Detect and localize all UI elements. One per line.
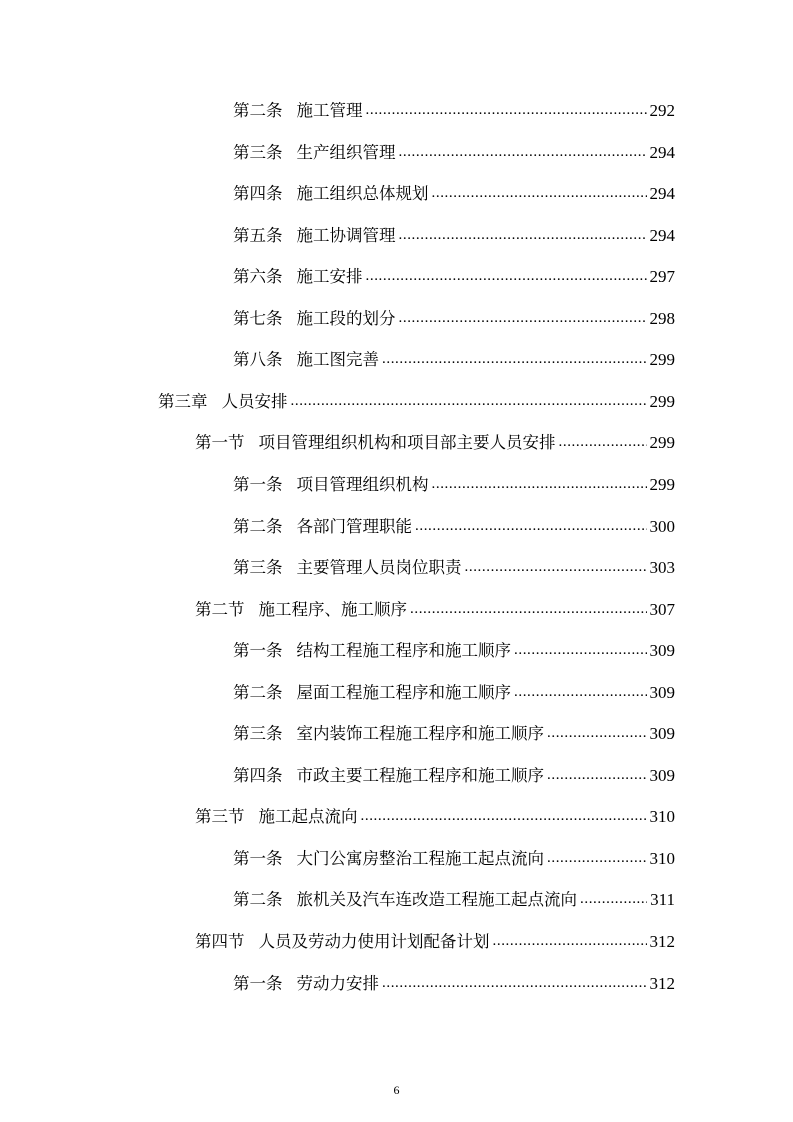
- toc-entry-label: 第五条: [233, 226, 283, 245]
- toc-entry-page: 300: [649, 517, 675, 536]
- toc-entry-title: 结构工程施工程序和施工顺序: [296, 641, 511, 660]
- page-number: 6: [393, 1083, 400, 1097]
- toc-entry-label: 第六条: [233, 267, 283, 286]
- toc-leader-dots: [291, 391, 647, 413]
- toc-entry-title: 室内装饰工程施工程序和施工顺序: [296, 724, 544, 743]
- toc-leader-dots: [366, 100, 647, 122]
- toc-leader-dots: [493, 931, 647, 953]
- toc-entry-page: 303: [649, 558, 675, 577]
- toc-leader-dots: [382, 973, 647, 995]
- toc-entry-page: 311: [650, 890, 675, 909]
- toc-entry-title: 屋面工程施工程序和施工顺序: [296, 683, 511, 702]
- toc-entry[interactable]: [233, 221, 675, 247]
- toc-entry-title: 项目管理组织机构和项目部主要人员安排: [258, 433, 556, 452]
- toc-entry[interactable]: [233, 304, 675, 330]
- toc-entry[interactable]: [233, 262, 675, 288]
- toc-entry-page: 292: [649, 101, 675, 120]
- toc-entry-page: 312: [649, 932, 675, 951]
- toc-entry-label: 第七条: [233, 309, 283, 328]
- toc-entry-title: 旅机关及汽车连改造工程施工起点流向: [296, 890, 577, 909]
- toc-entry-title: 大门公寓房整治工程施工起点流向: [296, 849, 544, 868]
- toc-entry-page: 310: [649, 849, 675, 868]
- toc-entry-title: 施工起点流向: [258, 807, 358, 826]
- toc-entry-label: 第一条: [233, 475, 283, 494]
- toc-entry-label: 第三章: [158, 392, 208, 411]
- toc-entry-label: 第二条: [233, 683, 283, 702]
- toc-entry-label: 第四条: [233, 184, 283, 203]
- toc-entry-page: 299: [649, 475, 675, 494]
- toc-entry-label: 第一条: [233, 974, 283, 993]
- toc-entry[interactable]: [233, 844, 675, 870]
- toc-entry[interactable]: [233, 885, 675, 911]
- toc-leader-dots: [432, 474, 647, 496]
- toc-leader-dots: [361, 806, 647, 828]
- toc-entry-page: 309: [649, 683, 675, 702]
- toc-entry-label: 第三节: [195, 807, 245, 826]
- toc-entry-label: 第二条: [233, 517, 283, 536]
- toc-entry-title: 施工图完善: [296, 350, 379, 369]
- toc-leader-dots: [415, 516, 647, 538]
- toc-entry-label: 第四节: [195, 932, 245, 951]
- toc-entry-page: 309: [649, 724, 675, 743]
- toc-leader-dots: [432, 183, 647, 205]
- toc-entry-label: 第一条: [233, 849, 283, 868]
- toc-entry[interactable]: [233, 179, 675, 205]
- toc-entry[interactable]: [233, 761, 675, 787]
- toc-leader-dots: [410, 599, 647, 621]
- toc-entry-page: 294: [649, 226, 675, 245]
- toc-entry-page: 309: [649, 766, 675, 785]
- toc-entry[interactable]: [195, 595, 675, 621]
- toc-leader-dots: [547, 765, 647, 787]
- toc-entry[interactable]: [233, 512, 675, 538]
- toc-leader-dots: [465, 557, 647, 579]
- toc-entry-label: 第一条: [233, 641, 283, 660]
- toc-entry-title: 施工协调管理: [296, 226, 396, 245]
- toc-entry-title: 施工安排: [296, 267, 363, 286]
- toc-entry-page: 299: [649, 433, 675, 452]
- toc-entry-title: 人员及劳动力使用计划配备计划: [258, 932, 490, 951]
- toc-entry[interactable]: [233, 678, 675, 704]
- toc-entry-label: 第三条: [233, 558, 283, 577]
- toc-entry-label: 第二条: [233, 101, 283, 120]
- toc-entry-label: 第八条: [233, 350, 283, 369]
- toc-leader-dots: [580, 889, 647, 911]
- toc-entry-title: 施工组织总体规划: [296, 184, 429, 203]
- toc-entry[interactable]: [233, 719, 675, 745]
- toc-leader-dots: [514, 682, 647, 704]
- toc-leader-dots: [399, 308, 647, 330]
- toc-entry[interactable]: [233, 345, 675, 371]
- toc-entry-title: 市政主要工程施工程序和施工顺序: [296, 766, 544, 785]
- toc-entry-label: 第二节: [195, 600, 245, 619]
- toc-entry-title: 施工段的划分: [296, 309, 396, 328]
- toc-entry-page: 298: [649, 309, 675, 328]
- toc-leader-dots: [547, 848, 647, 870]
- toc-entry[interactable]: [233, 553, 675, 579]
- toc-entry-title: 人员安排: [221, 392, 288, 411]
- toc-leader-dots: [366, 266, 647, 288]
- toc-entry-title: 项目管理组织机构: [296, 475, 429, 494]
- toc-entry[interactable]: [233, 96, 675, 122]
- toc-entry-page: 309: [649, 641, 675, 660]
- toc-entry-title: 施工管理: [296, 101, 363, 120]
- toc-entry-page: 297: [649, 267, 675, 286]
- toc-entry[interactable]: [233, 969, 675, 995]
- toc-entry-title: 施工程序、施工顺序: [258, 600, 407, 619]
- toc-entry[interactable]: [233, 470, 675, 496]
- toc-entry[interactable]: [195, 802, 675, 828]
- toc-leader-dots: [514, 640, 647, 662]
- toc-entry-title: 生产组织管理: [296, 143, 396, 162]
- toc-entry-title: 主要管理人员岗位职责: [296, 558, 462, 577]
- toc-entry-page: 312: [649, 974, 675, 993]
- toc-entry-label: 第三条: [233, 143, 283, 162]
- toc-leader-dots: [382, 349, 647, 371]
- toc-entry-page: 310: [649, 807, 675, 826]
- toc-entry-label: 第二条: [233, 890, 283, 909]
- toc-leader-dots: [559, 432, 647, 454]
- toc-entry-label: 第三条: [233, 724, 283, 743]
- toc-entry-page: 294: [649, 184, 675, 203]
- toc-entry-page: 299: [649, 350, 675, 369]
- toc-leader-dots: [399, 142, 647, 164]
- toc-leader-dots: [547, 723, 647, 745]
- toc-entry[interactable]: [195, 428, 675, 454]
- toc-entry[interactable]: [233, 138, 675, 164]
- toc-entry-page: 307: [649, 600, 675, 619]
- toc-entry[interactable]: [233, 636, 675, 662]
- toc-entry[interactable]: [158, 387, 675, 413]
- toc-leader-dots: [399, 225, 647, 247]
- toc-entry[interactable]: [195, 927, 675, 953]
- toc-entry-title: 各部门管理职能: [296, 517, 412, 536]
- toc-entry-page: 299: [649, 392, 675, 411]
- toc-entry-label: 第一节: [195, 433, 245, 452]
- toc-entry-label: 第四条: [233, 766, 283, 785]
- toc-entry-page: 294: [649, 143, 675, 162]
- toc-entry-title: 劳动力安排: [296, 974, 379, 993]
